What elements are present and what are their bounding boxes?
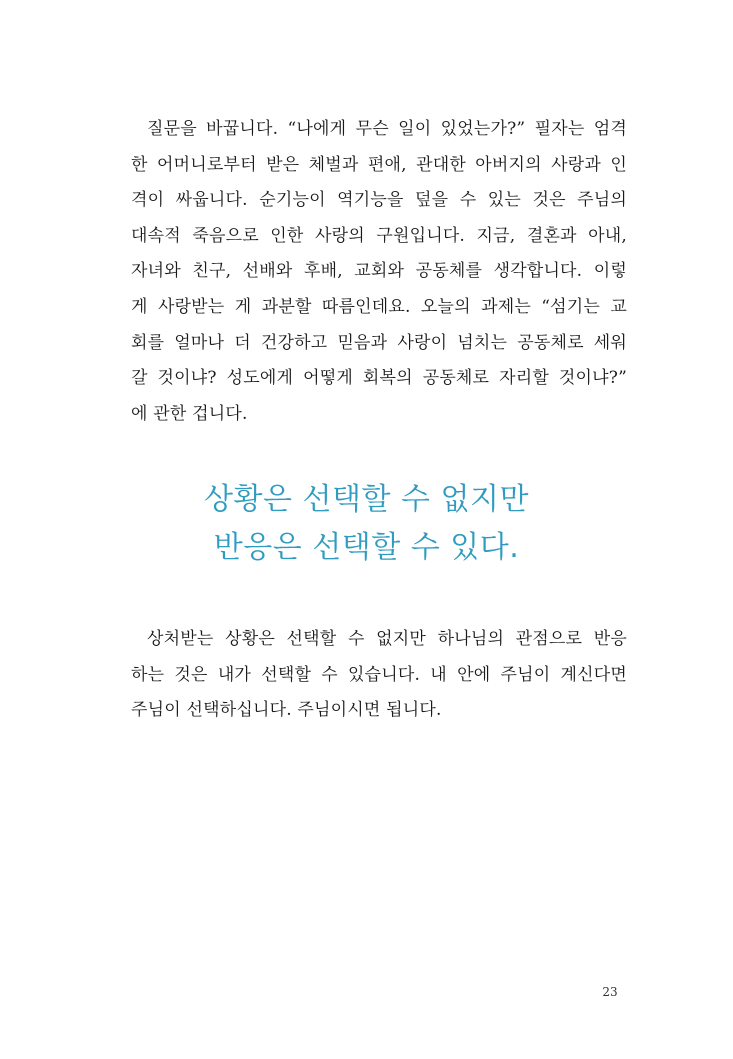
pull-quote-line-1: 상황은 선택할 수 없지만	[204, 482, 529, 517]
pull-quote	[0, 476, 733, 572]
paragraph-line: 대속적 죽음으로 인한 사랑의 구원입니다. 지금, 결혼과 아내,	[131, 225, 627, 246]
pull-quote-line-2: 반응은 선택할 수 있다.	[213, 530, 520, 565]
paragraph-line: 주님이 선택하십니다. 주님이시면 됩니다.	[131, 700, 442, 721]
paragraph-line: 회를 얼마나 더 건강하고 믿음과 사랑이 넘치는 공동체로 세워	[131, 332, 627, 353]
paragraph-line: 질문을 바꿉니다. “나에게 무슨 일이 있었는가?” 필자는 엄격	[147, 119, 627, 139]
paragraph-line: 한 어머니로부터 받은 체벌과 편애, 관대한 아버지의 사랑과 인	[131, 154, 627, 175]
paragraph-line: 격이 싸웁니다. 순기능이 역기능을 덮을 수 있는 것은 주님의	[131, 190, 627, 211]
body-paragraph-1	[131, 112, 627, 432]
paragraph-line: 상처받는 상황은 선택할 수 없지만 하나님의 관점으로 반응	[147, 629, 627, 649]
body-paragraph-2	[131, 622, 627, 729]
paragraph-line: 하는 것은 내가 선택할 수 있습니다. 내 안에 주님이 계신다면	[131, 664, 627, 685]
paragraph-line: 갈 것이냐? 성도에게 어떻게 회복의 공동체로 자리할 것이냐?”	[131, 368, 627, 389]
paragraph-line: 에 관한 겁니다.	[131, 403, 248, 424]
paragraph-line: 자녀와 친구, 선배와 후배, 교회와 공동체를 생각합니다. 이렇	[131, 261, 627, 282]
paragraph-line: 게 사랑받는 게 과분할 따름인데요. 오늘의 과제는 “섬기는 교	[131, 296, 627, 317]
page-number: 23	[602, 985, 618, 999]
